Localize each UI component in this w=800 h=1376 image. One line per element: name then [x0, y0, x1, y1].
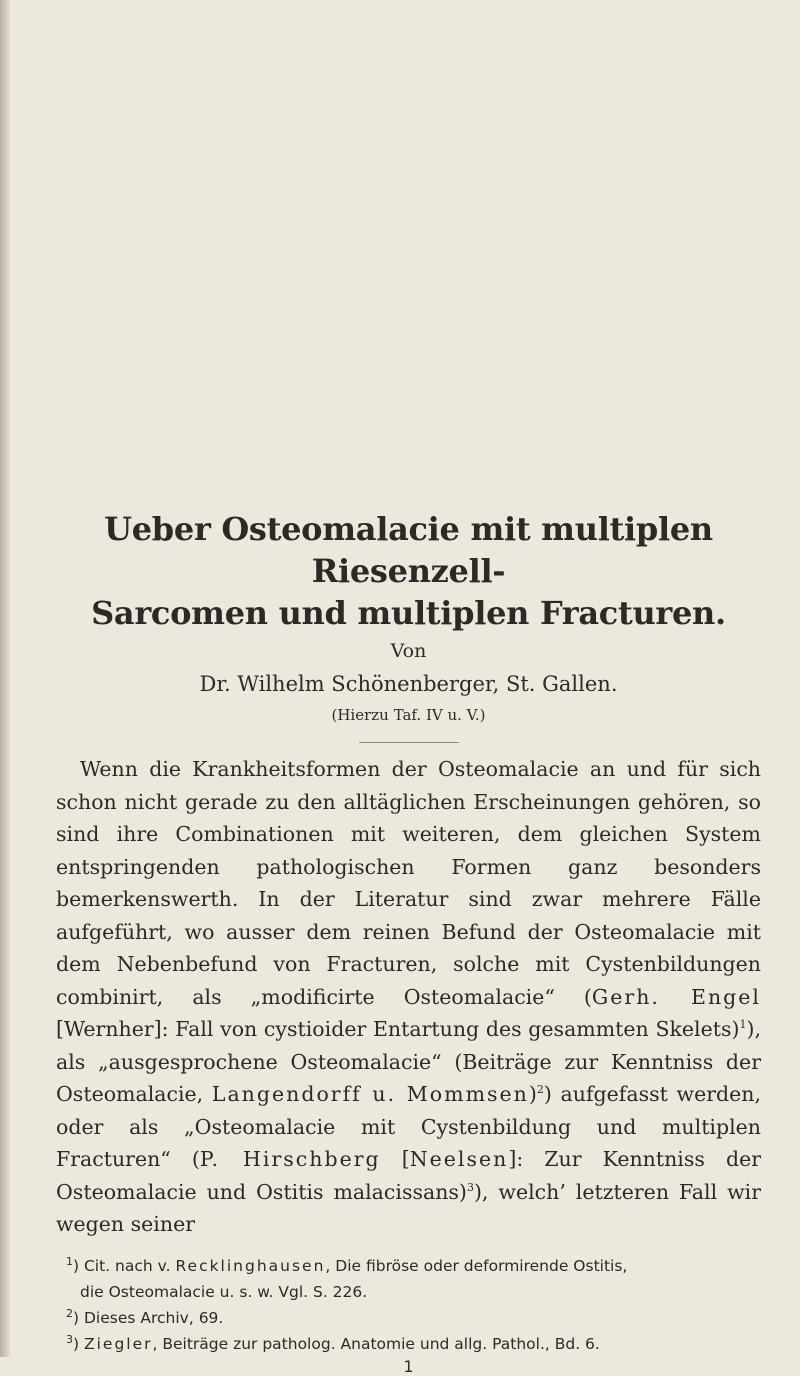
footnotes	[56, 1253, 761, 1357]
plate-reference: (Hierzu Taf. IV u. V.)	[331, 706, 486, 724]
page-edge-shadow	[0, 0, 10, 1357]
byline-von: Von	[390, 640, 427, 662]
article-title	[56, 508, 761, 634]
body-text-6: [	[380, 1147, 410, 1171]
cited-author-langendorff: Langendorff u. Mommsen	[211, 1082, 529, 1106]
footnote-1	[56, 1253, 761, 1305]
body-text-3: ), als „ausgesprochene Osteomalacie“ (Beiträge zur Kenntniss der Osteomalacie,	[56, 1017, 761, 1106]
footnote-prefix: )	[73, 1308, 84, 1327]
body-text-7: ]: Zur Kenntniss der Osteomalacie und Ostitis malacissans)	[56, 1147, 762, 1204]
footnote-text: , Die fibröse oder deformirende Ostitis,	[325, 1256, 628, 1275]
footnote-2	[56, 1305, 761, 1331]
body-text-1: Wenn die Krankheitsformen der Osteomalacie an und für sich schon nicht gerade zu den alltäglichen Erscheinungen gehören, so sind ihre Combinationen mit weiteren, dem gleichen System entspringenden pathologischen Formen ganz besonders bemerkenswerth. In der Literatur sind zwar mehrere Fälle aufgeführt, wo ausser dem reinen Befund der Osteomalacie mit dem Nebenbefund von Fracturen, solche mit Cystenbildungen combinirt, als „modificirte Osteomalacie“ (	[56, 757, 761, 1009]
cited-author-hirschberg: P. Hirschberg	[199, 1147, 381, 1171]
cited-author-neelsen: Neelsen	[409, 1147, 509, 1171]
footnote-marker: 1	[66, 1254, 73, 1268]
footnote-marker: 2	[66, 1306, 73, 1320]
footnote-prefix: ) Cit. nach v.	[73, 1256, 176, 1275]
body-paragraph	[56, 753, 761, 1241]
body-text-2: [Wernher]: Fall von cystioider Entartung des gesammten Skelets)	[56, 1017, 740, 1041]
footnote-prefix: )	[73, 1334, 84, 1353]
footnote-text: , Beiträge zur patholog. Anatomie und allg. Pathol., Bd. 6.	[152, 1334, 600, 1353]
body-text-5: ) aufgefasst werden, oder als „Osteomalacie mit Cystenbildung und multiplen Fracturen“ (	[56, 1082, 761, 1171]
footnote-3	[56, 1331, 761, 1357]
footnote-author: Ziegler	[83, 1334, 153, 1353]
body-text-8: ), welch’ letzteren Fall wir wegen seiner	[56, 1179, 761, 1236]
cited-author-engel: Gerh. Engel	[591, 984, 761, 1009]
separator-rule	[359, 742, 459, 743]
footnote-ref-2: 2	[536, 1083, 544, 1097]
footnote-author: Recklinghausen	[175, 1256, 326, 1275]
footnote-marker: 3	[66, 1332, 73, 1346]
title-line-1: Ueber Osteomalacie mit multiplen Riesenzell-	[104, 510, 713, 590]
footnote-ref-3: 3	[466, 1180, 474, 1194]
footnote-text: Dieses Archiv, 69.	[83, 1308, 224, 1327]
text-column	[56, 508, 761, 1376]
author-line: Dr. Wilhelm Schönenberger, St. Gallen.	[199, 672, 618, 696]
title-line-2: Sarcomen und multiplen Fracturen.	[91, 594, 726, 632]
footnote-ref-1: 1	[739, 1018, 747, 1032]
body-text-4: )	[528, 1082, 537, 1106]
footnote-continuation: die Osteomalacie u. s. w. Vgl. S. 226.	[80, 1282, 368, 1301]
page-number: 1	[403, 1356, 414, 1376]
